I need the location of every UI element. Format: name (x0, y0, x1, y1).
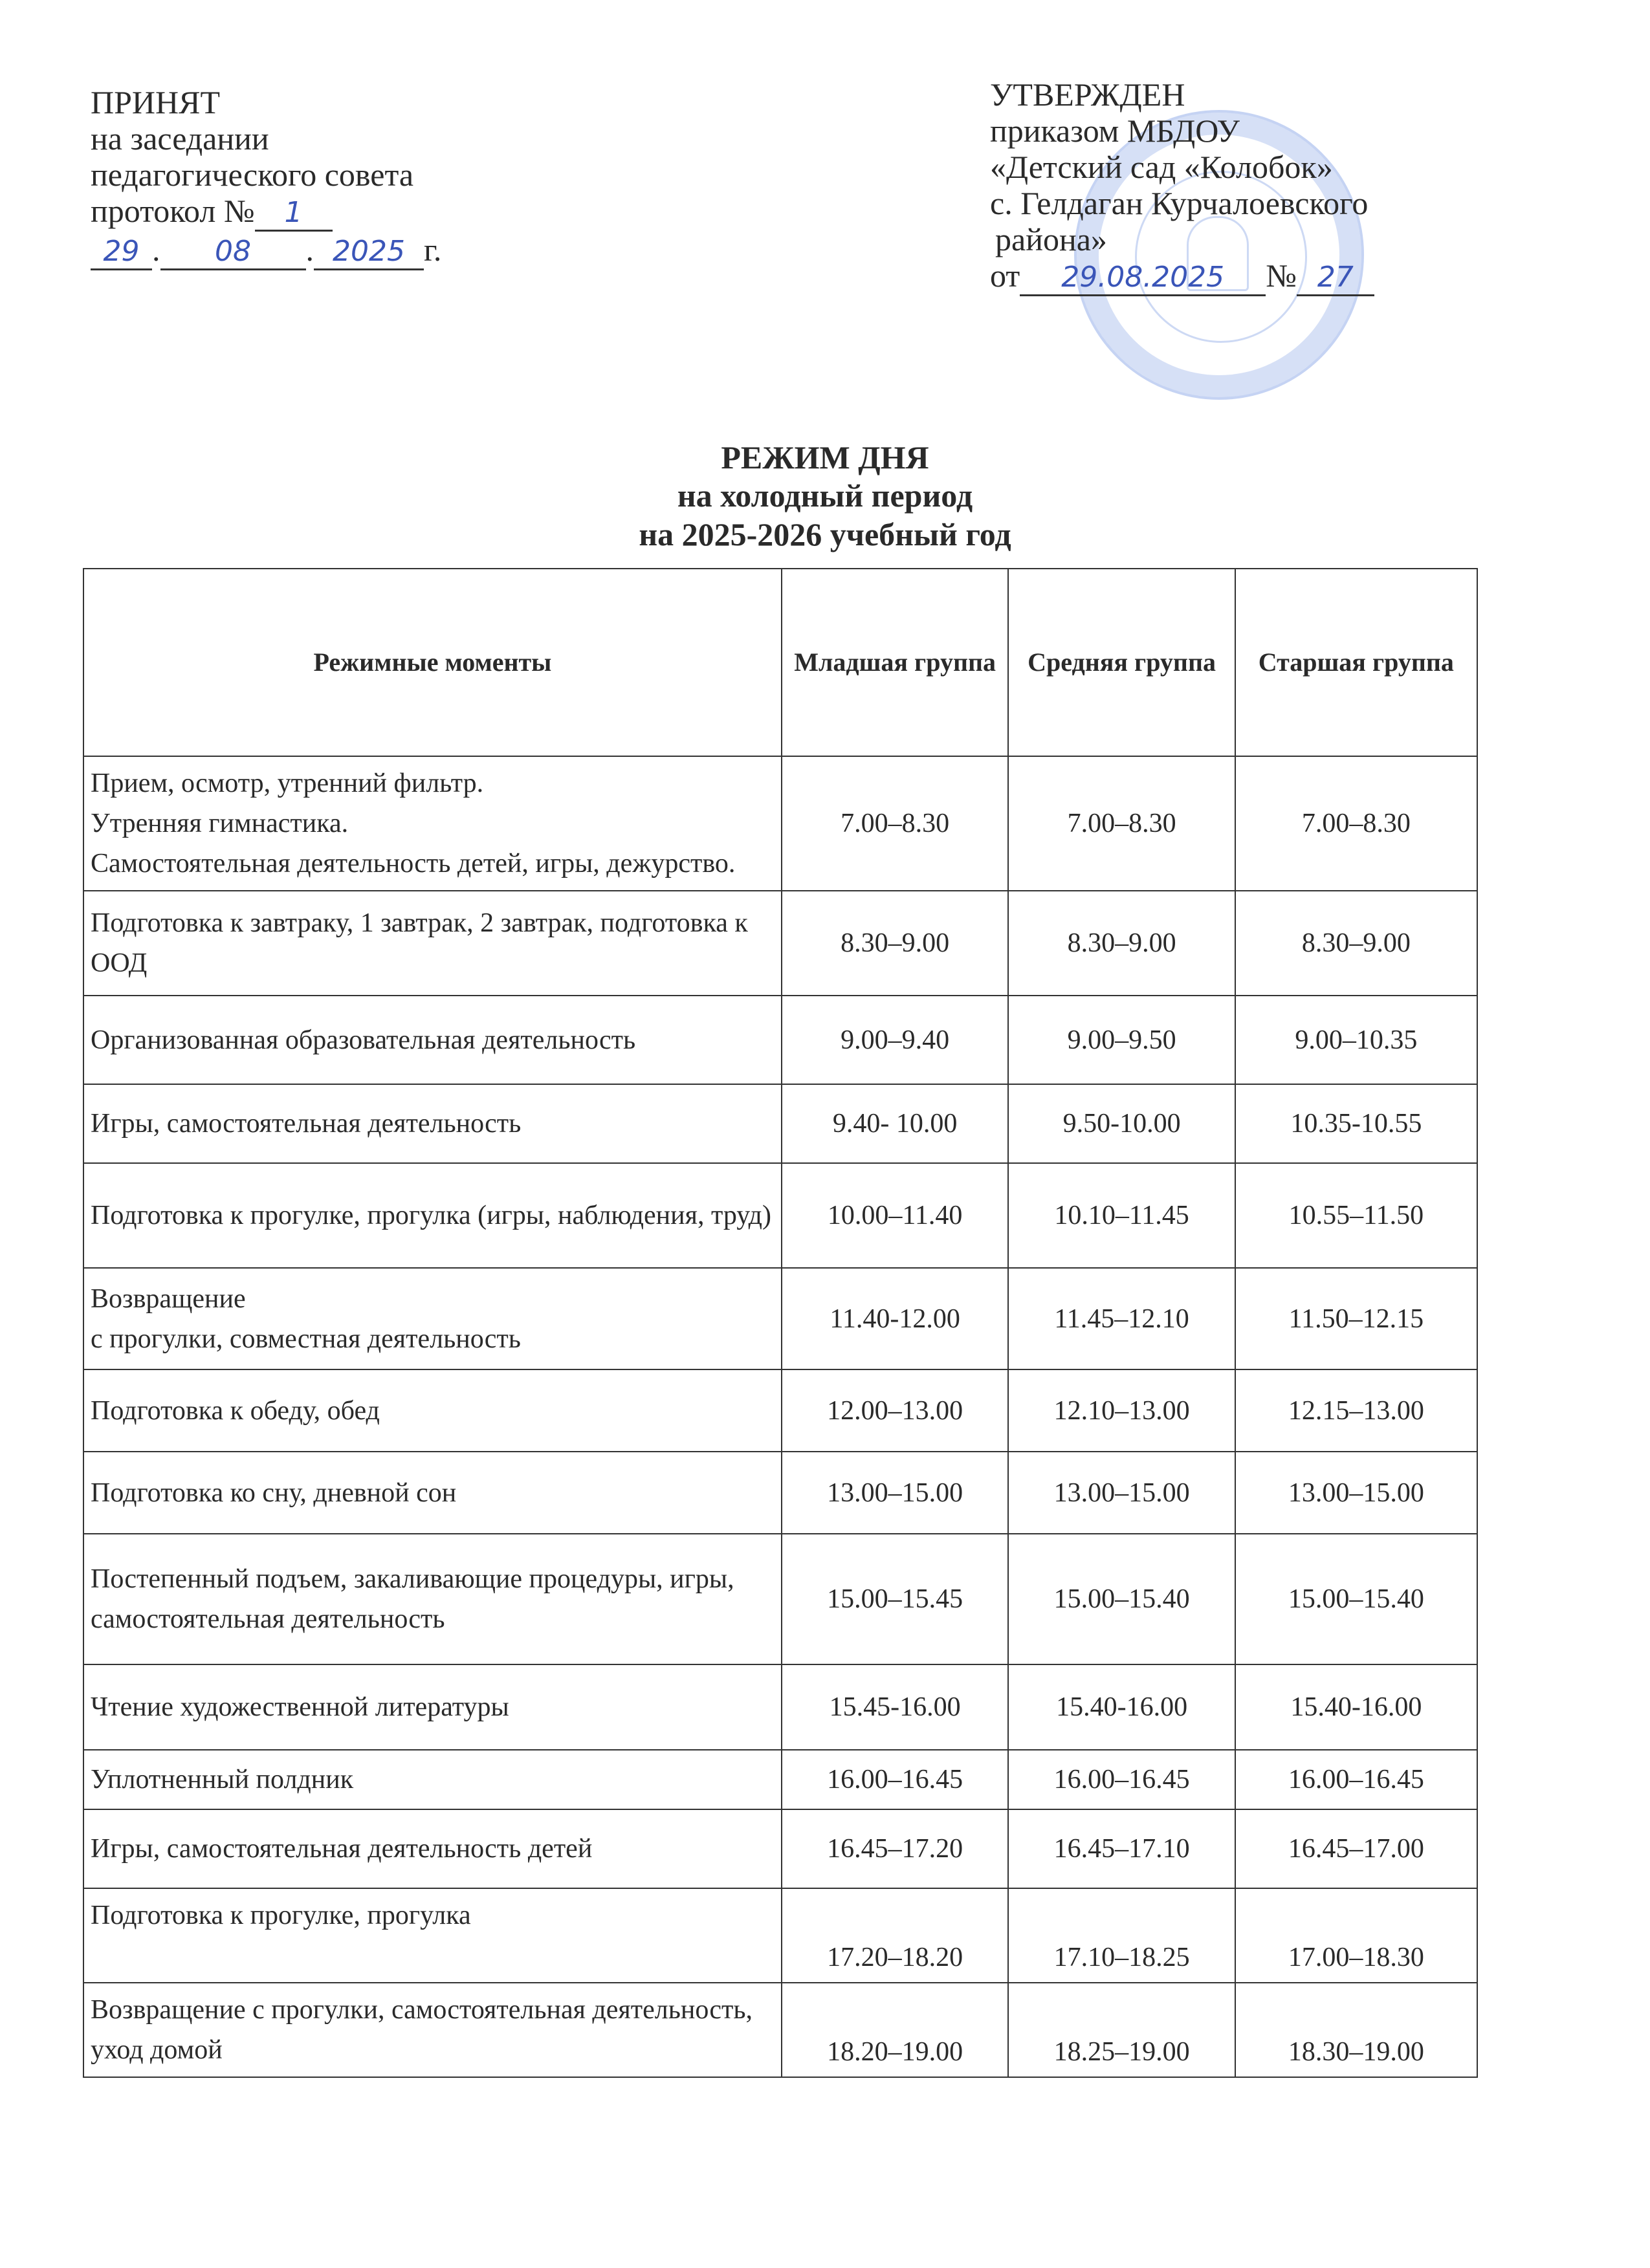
table-row (83, 1452, 1477, 1534)
table-row (83, 1983, 1477, 2077)
protocol-line (91, 193, 441, 232)
junior-time-cell: 11.40-12.00 (782, 1268, 1009, 1369)
accepted-line-2: педагогического совета (91, 157, 414, 193)
table-row (83, 1664, 1477, 1750)
senior-time-cell: 10.55–11.50 (1235, 1163, 1477, 1268)
approved-line-3: с. Гелдаган Курчалоевского (990, 185, 1369, 221)
middle-time-cell: 17.10–18.25 (1008, 1888, 1235, 1983)
table-row (83, 756, 1477, 891)
middle-time-cell: 9.00–9.50 (1008, 996, 1235, 1084)
table-row (83, 1888, 1477, 1983)
order-number-label: № (1266, 257, 1297, 294)
activity-cell: Подготовка ко сну, дневной сон (83, 1452, 782, 1534)
junior-time-cell: 9.00–9.40 (782, 996, 1009, 1084)
table-row (83, 1534, 1477, 1664)
senior-time-cell: 11.50–12.15 (1235, 1268, 1477, 1369)
approved-block (990, 76, 1374, 296)
middle-time-cell: 7.00–8.30 (1008, 756, 1235, 891)
activity-cell: Организованная образовательная деятельность (83, 996, 782, 1084)
table-row (83, 1369, 1477, 1452)
activity-cell: Прием, осмотр, утренний фильтр. Утренняя гимнастика. Самостоятельная деятельность детей, игры, дежурство. (83, 756, 782, 891)
table-row (83, 1163, 1477, 1268)
senior-time-cell: 16.45–17.00 (1235, 1809, 1477, 1888)
daily-schedule-table (83, 568, 1478, 2078)
table-row (83, 1750, 1477, 1809)
table-row (83, 996, 1477, 1084)
middle-time-cell: 11.45–12.10 (1008, 1268, 1235, 1369)
junior-time-cell: 16.45–17.20 (782, 1809, 1009, 1888)
senior-time-cell: 8.30–9.00 (1235, 891, 1477, 996)
senior-time-cell: 17.00–18.30 (1235, 1888, 1477, 1983)
junior-time-cell: 10.00–11.40 (782, 1163, 1009, 1268)
activity-cell: Подготовка к прогулке, прогулка (83, 1888, 782, 1983)
middle-time-cell: 12.10–13.00 (1008, 1369, 1235, 1452)
middle-time-cell: 16.45–17.10 (1008, 1809, 1235, 1888)
order-from-label: от (990, 257, 1020, 294)
approved-line-4: района» (995, 221, 1107, 257)
protocol-label: протокол № (91, 193, 255, 229)
approved-line-1: приказом МБДОУ (990, 113, 1240, 149)
order-number: 27 (1297, 261, 1374, 296)
senior-time-cell: 16.00–16.45 (1235, 1750, 1477, 1809)
junior-time-cell: 8.30–9.00 (782, 891, 1009, 996)
senior-time-cell: 15.40-16.00 (1235, 1664, 1477, 1750)
protocol-date-day: 29 (91, 235, 152, 270)
order-line (990, 257, 1374, 296)
protocol-date-suffix: г. (424, 232, 442, 268)
activity-cell: Игры, самостоятельная деятельность детей (83, 1809, 782, 1888)
activity-cell: Игры, самостоятельная деятельность (83, 1084, 782, 1163)
accepted-line-1: на заседании (91, 120, 269, 157)
middle-time-cell: 13.00–15.00 (1008, 1452, 1235, 1534)
junior-time-cell: 13.00–15.00 (782, 1452, 1009, 1534)
activity-cell: Чтение художественной литературы (83, 1664, 782, 1750)
approved-line-2: «Детский сад «Колобок» (990, 149, 1333, 185)
document-subtitle: на холодный период (677, 477, 973, 514)
middle-time-cell: 18.25–19.00 (1008, 1983, 1235, 2077)
document-year: на 2025-2026 учебный год (639, 516, 1011, 552)
table-row (83, 1084, 1477, 1163)
middle-time-cell: 15.40-16.00 (1008, 1664, 1235, 1750)
order-date: 29.08.2025 (1020, 261, 1266, 296)
protocol-date-line: 29 . 08 . 2025 г. (91, 232, 441, 270)
junior-time-cell: 16.00–16.45 (782, 1750, 1009, 1809)
activity-cell: Возвращение с прогулки, совместная деятельность (83, 1268, 782, 1369)
senior-time-cell: 13.00–15.00 (1235, 1452, 1477, 1534)
table-row (83, 891, 1477, 996)
middle-time-cell: 8.30–9.00 (1008, 891, 1235, 996)
protocol-date-month: 08 (160, 235, 306, 270)
approved-title: УТВЕРЖДЕН (990, 76, 1185, 113)
header-junior-group: Младшая группа (782, 569, 1009, 756)
protocol-number: 1 (255, 196, 333, 232)
senior-time-cell: 18.30–19.00 (1235, 1983, 1477, 2077)
table-header-row (83, 569, 1477, 756)
junior-time-cell: 7.00–8.30 (782, 756, 1009, 891)
header-activities: Режимные моменты (83, 569, 782, 756)
middle-time-cell: 9.50-10.00 (1008, 1084, 1235, 1163)
header-senior-group: Старшая группа (1235, 569, 1477, 756)
junior-time-cell: 15.00–15.45 (782, 1534, 1009, 1664)
senior-time-cell: 12.15–13.00 (1235, 1369, 1477, 1452)
middle-time-cell: 15.00–15.40 (1008, 1534, 1235, 1664)
accepted-block (91, 84, 441, 270)
activity-cell: Подготовка к завтраку, 1 завтрак, 2 завтрак, подготовка к ООД (83, 891, 782, 996)
activity-cell: Подготовка к обеду, обед (83, 1369, 782, 1452)
table-row (83, 1809, 1477, 1888)
activity-cell: Подготовка к прогулке, прогулка (игры, наблюдения, труд) (83, 1163, 782, 1268)
senior-time-cell: 10.35-10.55 (1235, 1084, 1477, 1163)
middle-time-cell: 16.00–16.45 (1008, 1750, 1235, 1809)
accepted-title: ПРИНЯТ (91, 84, 221, 120)
senior-time-cell: 7.00–8.30 (1235, 756, 1477, 891)
table-row (83, 1268, 1477, 1369)
junior-time-cell: 17.20–18.20 (782, 1888, 1009, 1983)
activity-cell: Уплотненный полдник (83, 1750, 782, 1809)
senior-time-cell: 15.00–15.40 (1235, 1534, 1477, 1664)
document-title: РЕЖИМ ДНЯ (721, 439, 929, 475)
junior-time-cell: 18.20–19.00 (782, 1983, 1009, 2077)
senior-time-cell: 9.00–10.35 (1235, 996, 1477, 1084)
header-middle-group: Средняя группа (1008, 569, 1235, 756)
middle-time-cell: 10.10–11.45 (1008, 1163, 1235, 1268)
junior-time-cell: 15.45-16.00 (782, 1664, 1009, 1750)
protocol-date-year: 2025 (314, 235, 424, 270)
junior-time-cell: 12.00–13.00 (782, 1369, 1009, 1452)
activity-cell: Постепенный подъем, закаливающие процедуры, игры, самостоятельная деятельность (83, 1534, 782, 1664)
activity-cell: Возвращение с прогулки, самостоятельная деятельность, уход домой (83, 1983, 782, 2077)
junior-time-cell: 9.40- 10.00 (782, 1084, 1009, 1163)
